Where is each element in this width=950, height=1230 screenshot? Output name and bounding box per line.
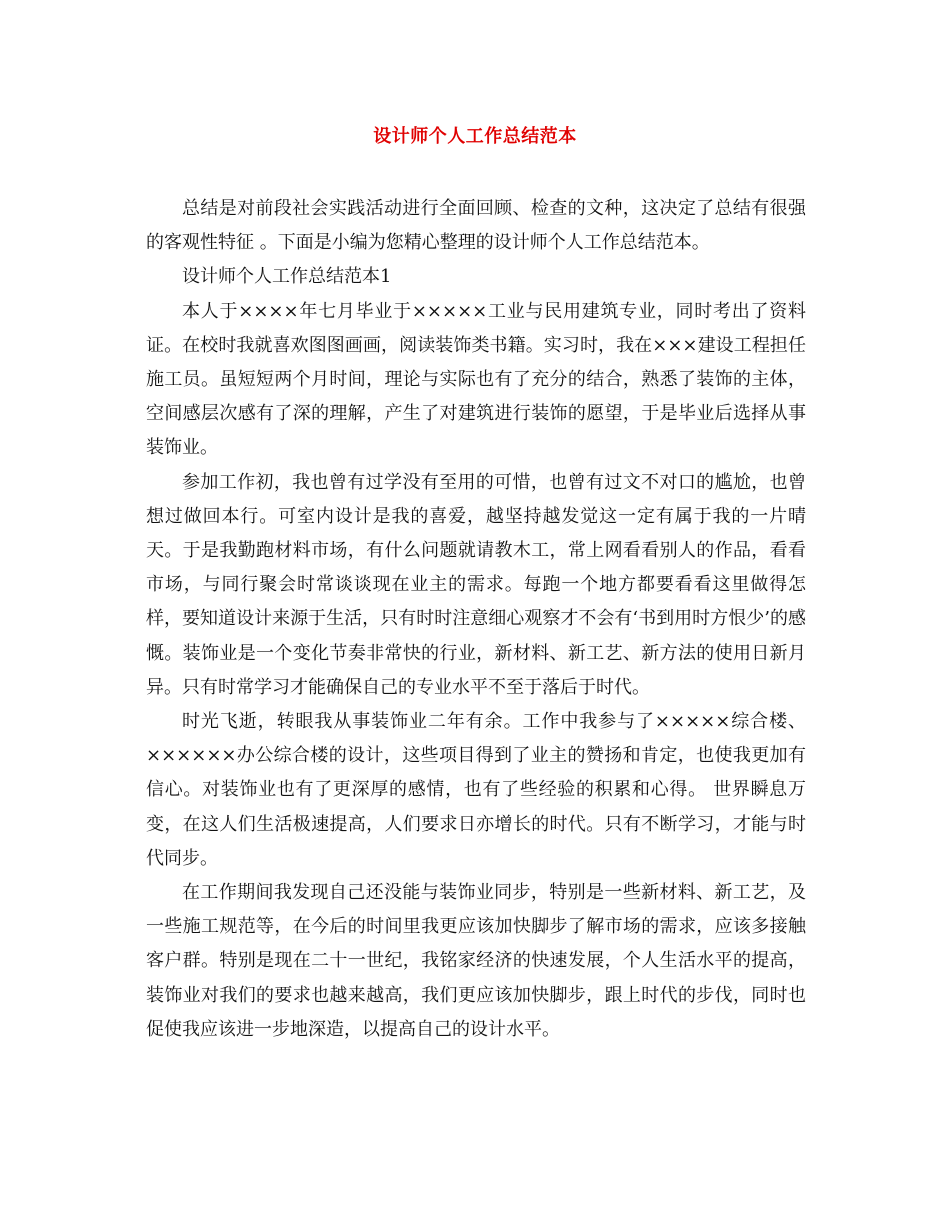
document-body	[146, 192, 806, 1047]
section-heading: 设计师个人工作总结范本1	[182, 266, 392, 288]
body-paragraph: 在工作期间我发现自己还没能与装饰业同步，特别是一些新材料、新工艺，及一些施工规范等，在今后的时间里我更应该加快脚步了解市场的需求，应该多接触客户群。特别是现在二十一世纪，我铭家经济的快速发展，个人生活水平的提高，装饰业对我们的要求也越来越高，我们更应该加快脚步，跟上时代的步伐，同时也促使我应该进一步地深造，以提高自己的设计水平。	[146, 882, 806, 1040]
body-paragraph: 参加工作初，我也曾有过学没有至用的可惜，也曾有过文不对口的尴尬，也曾想过做回本行。可室内设计是我的喜爱，越坚持越发觉这一定有属于我的一片晴天。于是我勤跑材料市场，有什么问题就请教木工，常上网看看别人的作品，看看市场，与同行聚会时常谈谈现在业主的需求。每跑一个地方都要看看这里做得怎样，要知道设计来源于生活，只有时时注意细心观察才不会有‘书到用时方恨少’的感慨。装饰业是一个变化节奏非常快的行业，新材料、新工艺、新方法的使用日新月异。只有时常学习才能确保自己的专业水平不至于落后于时代。	[146, 471, 806, 698]
body-paragraph: 时光飞逝，转眼我从事装饰业二年有余。工作中我参与了×××××综合楼、××××××办公综合楼的设计，这些项目得到了业主的赞扬和肯定，也使我更加有信心。对装饰业也有了更深厚的感情，也有了些经验的积累和心得。 世界瞬息万变，在这人们生活极速提高，人们要求日亦增长的时代。只有不断学习，才能与时代同步。	[146, 711, 806, 869]
intro-paragraph: 总结是对前段社会实践活动进行全面回顾、检查的文种，这决定了总结有很强的客观性特征 。下面是小编为您精心整理的设计师个人工作总结范本。	[146, 198, 806, 254]
document-title: 设计师个人工作总结范本	[373, 126, 577, 147]
body-paragraph: 本人于××××年七月毕业于×××××工业与民用建筑专业，同时考出了资料证。在校时我就喜欢图图画画，阅读装饰类书籍。实习时，我在×××建设工程担任施工员。虽短短两个月时间，理论与实际也有了充分的结合，熟悉了装饰的主体，空间感层次感有了深的理解，产生了对建筑进行装饰的愿望，于是毕业后选择从事装饰业。	[146, 300, 806, 459]
